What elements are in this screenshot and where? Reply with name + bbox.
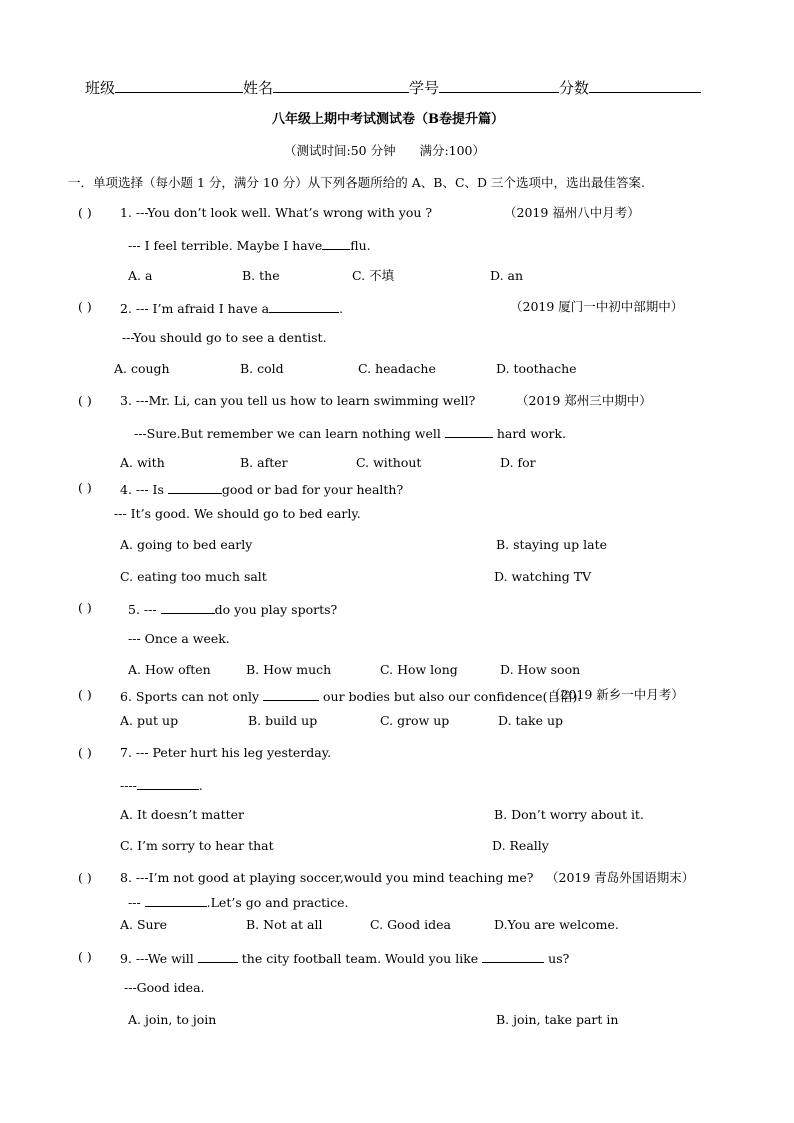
question-stem: 8. ---I’m not good at playing soccer,would you mind teaching me? bbox=[120, 870, 534, 885]
subtitle bbox=[284, 143, 485, 159]
option[interactable]: B. after bbox=[240, 455, 288, 470]
name-label: 姓名 bbox=[243, 79, 274, 97]
option[interactable]: D. an bbox=[490, 268, 524, 283]
option[interactable]: A. with bbox=[120, 455, 165, 470]
option[interactable]: B. cold bbox=[240, 361, 284, 376]
question-stem: 1. ---You don’t look well. What’s wrong with you ? bbox=[120, 205, 433, 220]
answer-paren[interactable]: ( ) bbox=[78, 745, 92, 760]
answer-paren[interactable]: ( ) bbox=[78, 299, 92, 314]
option[interactable]: A. put up bbox=[120, 713, 179, 728]
option[interactable]: D. How soon bbox=[500, 662, 581, 677]
fill-blank[interactable] bbox=[269, 299, 339, 313]
question-reply: --- I feel terrible. Maybe I have flu. bbox=[128, 238, 371, 253]
option[interactable]: A. It doesn’t matter bbox=[120, 807, 244, 822]
fill-blank[interactable] bbox=[145, 893, 207, 907]
question-source: （2019 新乡一中月考） bbox=[548, 687, 684, 702]
answer-paren[interactable]: ( ) bbox=[78, 393, 92, 408]
option[interactable]: A. cough bbox=[114, 361, 170, 376]
page-title: 八年级上期中考试测试卷（B卷提升篇） bbox=[272, 112, 504, 127]
option[interactable]: D. for bbox=[500, 455, 536, 470]
fill-blank[interactable] bbox=[263, 687, 319, 701]
question-stem: 7. --- Peter hurt his leg yesterday. bbox=[120, 745, 332, 760]
fill-blank[interactable] bbox=[161, 600, 215, 614]
question-source: （2019 厦门一中初中部期中） bbox=[510, 299, 684, 314]
option[interactable]: C. grow up bbox=[380, 713, 450, 728]
question-reply: --- It’s good. We should go to bed early. bbox=[114, 506, 361, 521]
option[interactable]: B. build up bbox=[248, 713, 318, 728]
answer-paren[interactable]: ( ) bbox=[78, 480, 92, 495]
option[interactable]: C. Good idea bbox=[370, 917, 451, 932]
fill-blank[interactable] bbox=[445, 424, 493, 438]
id-label: 学号 bbox=[409, 79, 440, 97]
question-reply: ---- . bbox=[120, 778, 203, 793]
question-reply: --- .Let’s go and practice. bbox=[128, 895, 349, 910]
option[interactable]: B. Not at all bbox=[246, 917, 323, 932]
answer-paren[interactable]: ( ) bbox=[78, 600, 92, 615]
option[interactable]: A. Sure bbox=[120, 917, 167, 932]
question-stem: 9. ---We will the city football team. Would you like us? bbox=[120, 951, 570, 966]
question-stem: 5. --- do you play sports? bbox=[128, 602, 338, 617]
question-stem: 2. --- I’m afraid I have a . bbox=[120, 301, 344, 316]
option[interactable]: C. without bbox=[356, 455, 422, 470]
question-reply: --- Once a week. bbox=[128, 631, 230, 646]
option[interactable]: A. join, to join bbox=[128, 1012, 217, 1027]
option[interactable]: C. eating too much salt bbox=[120, 569, 267, 584]
full-score: 满分:100） bbox=[419, 143, 486, 158]
fill-blank[interactable] bbox=[482, 949, 544, 963]
option[interactable]: A. How often bbox=[128, 662, 211, 677]
option[interactable]: B. join, take part in bbox=[496, 1012, 619, 1027]
question-reply: ---Good idea. bbox=[124, 980, 205, 995]
question-stem: 6. Sports can not only our bodies but also our confidence(自信). bbox=[120, 689, 582, 704]
question-source: （2019 郑州三中期中） bbox=[516, 393, 652, 408]
option[interactable]: B. Don’t worry about it. bbox=[494, 807, 644, 822]
class-label: 班级 bbox=[85, 79, 116, 97]
score-field[interactable] bbox=[589, 79, 701, 93]
question-source: （2019 福州八中月考） bbox=[504, 205, 640, 220]
answer-paren[interactable]: ( ) bbox=[78, 205, 92, 220]
option[interactable]: D. take up bbox=[498, 713, 563, 728]
question-stem: 3. ---Mr. Li, can you tell us how to learn swimming well? bbox=[120, 393, 476, 408]
fill-blank[interactable] bbox=[137, 776, 199, 790]
student-info-line bbox=[85, 79, 701, 96]
answer-paren[interactable]: ( ) bbox=[78, 949, 92, 964]
option[interactable]: B. the bbox=[242, 268, 280, 283]
answer-paren[interactable]: ( ) bbox=[78, 870, 92, 885]
test-time: （测试时间:50 分钟 bbox=[284, 143, 396, 158]
question-reply: ---You should go to see a dentist. bbox=[122, 330, 327, 345]
score-label: 分数 bbox=[559, 79, 590, 97]
question-stem: 4. --- Is good or bad for your health? bbox=[120, 482, 404, 497]
option[interactable]: C. How long bbox=[380, 662, 458, 677]
option[interactable]: D. Really bbox=[492, 838, 549, 853]
option[interactable]: B. How much bbox=[246, 662, 332, 677]
option[interactable]: A. going to bed early bbox=[120, 537, 253, 552]
option[interactable]: D.You are welcome. bbox=[494, 917, 619, 932]
fill-blank[interactable] bbox=[322, 236, 350, 250]
fill-blank[interactable] bbox=[198, 949, 238, 963]
option[interactable]: B. staying up late bbox=[496, 537, 608, 552]
option[interactable]: C. I’m sorry to hear that bbox=[120, 838, 274, 853]
id-field[interactable] bbox=[439, 79, 559, 93]
option[interactable]: D. toothache bbox=[496, 361, 577, 376]
option[interactable]: A. a bbox=[128, 268, 153, 283]
fill-blank[interactable] bbox=[168, 480, 222, 494]
section-heading: 一．单项选择（每小题 1 分，满分 10 分）从下列各题所给的 A、B、C、D 三个选项中，选出最佳答案. bbox=[68, 175, 645, 190]
option[interactable]: C. headache bbox=[358, 361, 436, 376]
name-field[interactable] bbox=[273, 79, 409, 93]
question-source: （2019 青岛外国语期末） bbox=[546, 870, 695, 885]
class-field[interactable] bbox=[115, 79, 243, 93]
option[interactable]: C. 不填 bbox=[352, 268, 395, 283]
option[interactable]: D. watching TV bbox=[494, 569, 592, 584]
question-reply: ---Sure.But remember we can learn nothing well hard work. bbox=[134, 426, 567, 441]
answer-paren[interactable]: ( ) bbox=[78, 687, 92, 702]
